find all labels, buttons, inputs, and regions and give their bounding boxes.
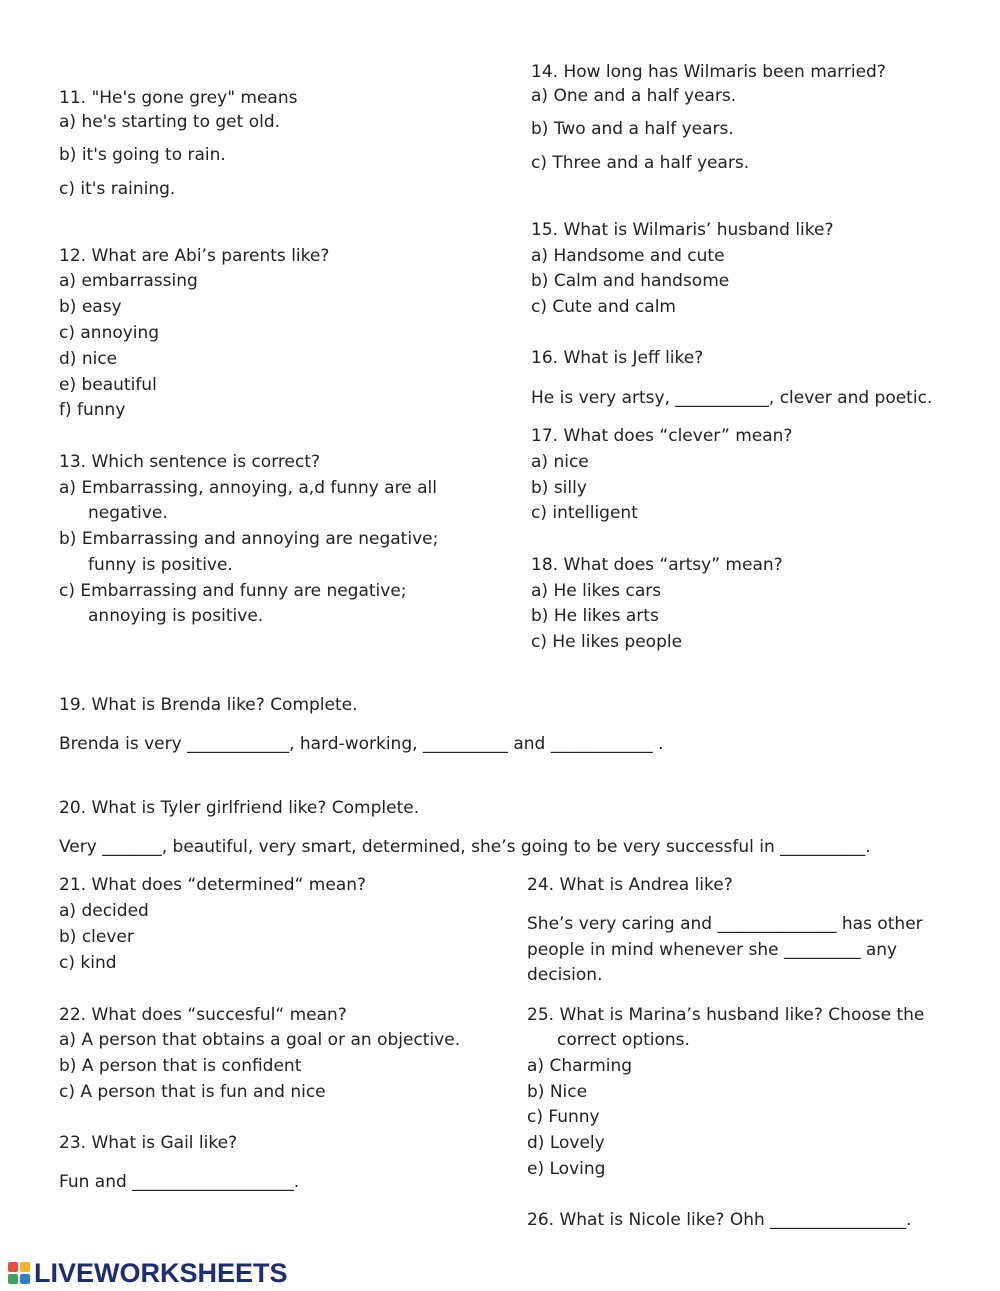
logo-text: LIVEWORKSHEETS (34, 1258, 288, 1288)
option-12a[interactable]: a) embarrassing (59, 271, 198, 291)
option-21c[interactable]: c) kind (59, 953, 117, 973)
option-14c[interactable]: c) Three and a half years. (531, 153, 750, 173)
option-17b[interactable]: b) silly (531, 478, 587, 498)
logo-mark-icon (8, 1262, 30, 1284)
option-25e[interactable]: e) Loving (527, 1159, 606, 1179)
option-13a-line2[interactable]: negative. (88, 503, 168, 523)
question-25-line2: correct options. (557, 1030, 690, 1050)
option-13b-line2[interactable]: funny is positive. (88, 555, 233, 575)
option-13c-line1[interactable]: c) Embarrassing and funny are negative; (59, 581, 407, 601)
option-22c[interactable]: c) A person that is fun and nice (59, 1082, 326, 1102)
option-11c[interactable]: c) it's raining. (59, 179, 176, 199)
question-24: 24. What is Andrea like? (527, 875, 733, 895)
question-23: 23. What is Gail like? (59, 1133, 238, 1153)
option-12d[interactable]: d) nice (59, 349, 118, 369)
option-12f[interactable]: f) funny (59, 400, 126, 420)
option-18b[interactable]: b) He likes arts (531, 606, 659, 626)
option-25c[interactable]: c) Funny (527, 1107, 600, 1127)
answer-23[interactable]: Fun and ___________________. (59, 1172, 300, 1192)
question-20: 20. What is Tyler girlfriend like? Complete. (59, 798, 420, 818)
answer-20[interactable]: Very _______, beautiful, very smart, determined, she’s going to be very successful in __________. (59, 837, 871, 857)
option-25a[interactable]: a) Charming (527, 1056, 633, 1076)
liveworksheets-logo (8, 1258, 288, 1288)
option-12e[interactable]: e) beautiful (59, 375, 157, 395)
option-12b[interactable]: b) easy (59, 297, 122, 317)
option-25b[interactable]: b) Nice (527, 1082, 588, 1102)
logo-square-yellow (20, 1262, 30, 1272)
question-25-line1: 25. What is Marina’s husband like? Choose the (527, 1005, 925, 1025)
option-21b[interactable]: b) clever (59, 927, 134, 947)
logo-square-red (8, 1262, 18, 1272)
question-19: 19. What is Brenda like? Complete. (59, 695, 358, 715)
answer-19[interactable]: Brenda is very ____________, hard-working, __________ and ____________ . (59, 734, 664, 754)
question-26[interactable]: 26. What is Nicole like? Ohh ________________. (527, 1210, 912, 1230)
logo-square-blue (20, 1274, 30, 1284)
option-22a[interactable]: a) A person that obtains a goal or an objective. (59, 1030, 461, 1050)
logo-square-green (8, 1274, 18, 1284)
question-21: 21. What does “determined“ mean? (59, 875, 367, 895)
option-13c-line2[interactable]: annoying is positive. (88, 606, 264, 626)
option-15b[interactable]: b) Calm and handsome (531, 271, 730, 291)
option-17a[interactable]: a) nice (531, 452, 589, 472)
answer-24-line3: decision. (527, 965, 603, 985)
option-13a-line1[interactable]: a) Embarrassing, annoying, a,d funny are all (59, 478, 437, 498)
option-22b[interactable]: b) A person that is confident (59, 1056, 302, 1076)
option-21a[interactable]: a) decided (59, 901, 149, 921)
question-18: 18. What does “artsy” mean? (531, 555, 783, 575)
question-13: 13. Which sentence is correct? (59, 452, 321, 472)
question-15: 15. What is Wilmaris’ husband like? (531, 220, 834, 240)
option-15c[interactable]: c) Cute and calm (531, 297, 676, 317)
option-12c[interactable]: c) annoying (59, 323, 160, 343)
option-25d[interactable]: d) Lovely (527, 1133, 605, 1153)
question-16: 16. What is Jeff like? (531, 348, 704, 368)
option-18a[interactable]: a) He likes cars (531, 581, 662, 601)
option-18c[interactable]: c) He likes people (531, 632, 683, 652)
question-22: 22. What does “succesful“ mean? (59, 1005, 347, 1025)
answer-16[interactable]: He is very artsy, ___________, clever and poetic. (531, 388, 933, 408)
option-11a[interactable]: a) he's starting to get old. (59, 112, 281, 132)
answer-24-line1[interactable]: She’s very caring and ______________ has other (527, 914, 923, 934)
question-11: 11. "He's gone grey" means (59, 88, 298, 108)
option-14a[interactable]: a) One and a half years. (531, 86, 737, 106)
question-14: 14. How long has Wilmaris been married? (531, 62, 886, 82)
option-17c[interactable]: c) intelligent (531, 503, 638, 523)
option-14b[interactable]: b) Two and a half years. (531, 119, 734, 139)
question-17: 17. What does “clever” mean? (531, 426, 793, 446)
answer-24-line2[interactable]: people in mind whenever she _________ any (527, 940, 898, 960)
option-15a[interactable]: a) Handsome and cute (531, 246, 725, 266)
option-13b-line1[interactable]: b) Embarrassing and annoying are negative; (59, 529, 439, 549)
option-11b[interactable]: b) it's going to rain. (59, 145, 226, 165)
question-12: 12. What are Abi’s parents like? (59, 246, 330, 266)
